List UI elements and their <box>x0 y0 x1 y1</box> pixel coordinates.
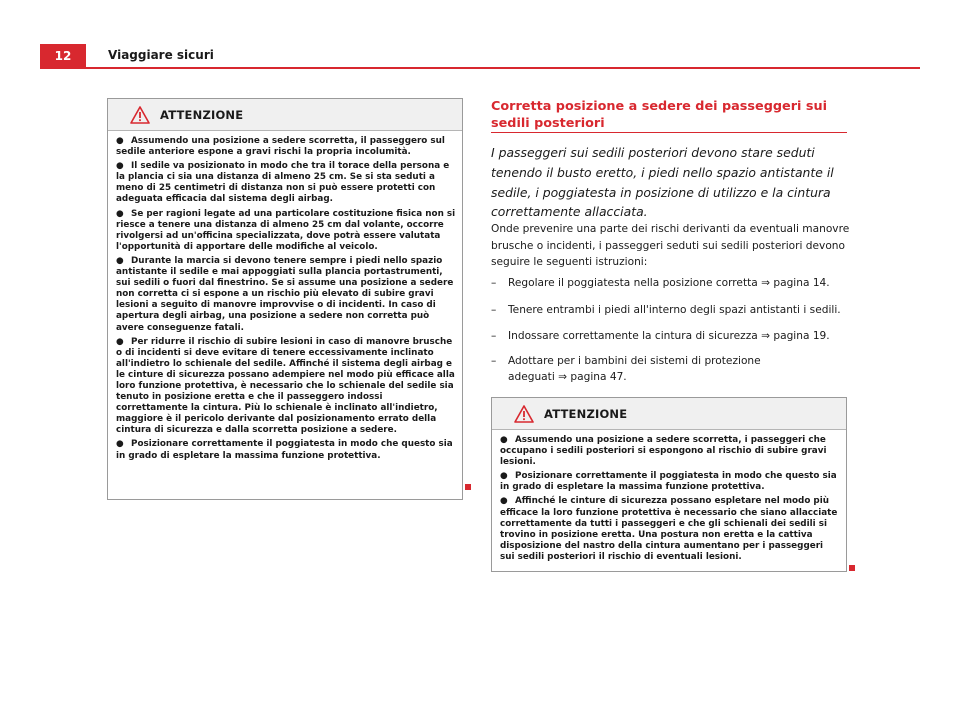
bullet-icon: ● <box>116 208 124 219</box>
header-title: Viaggiare sicuri <box>108 48 214 62</box>
bullet-icon: ● <box>116 161 124 172</box>
instruction-text: Adottare per i bambini dei sistemi di protezione adeguati ⇒ pagina 47. <box>508 355 761 383</box>
warning-item: ● Assumendo una posizione a sedere scorretta, il passeggero sul sedile anteriore espone a gravi rischi la propria incolumità. <box>116 136 445 158</box>
warning-item: ● Affinché le cinture di sicurezza possano espletare nel modo più efficace la loro funzione protettiva è necessario che siano allacciate correttamente da tutti i passeggeri e che gli schienali dei sedili si trovino in posizione eretta. Una postura non eretta e la cattiva disposizione del nastro della cintura aumentano per i passeggeri sui sedili posteriori il rischio di eventuali lesioni. <box>500 496 838 562</box>
dash-icon: – <box>491 304 497 316</box>
instruction-text: Regolare il poggiatesta nella posizione corretta ⇒ pagina 14. <box>508 277 830 289</box>
warning-header <box>492 398 846 430</box>
warning-body <box>108 131 462 469</box>
section-intro: I passeggeri sui sedili posteriori devono stare seduti tenendo il busto eretto, i piedi nello spazio antistante il sedile, i poggiatesta in posizione di utilizzo e la cintura correttamente allacciata. <box>491 145 834 220</box>
warning-title: ATTENZIONE <box>160 107 244 122</box>
page-number: 12 <box>40 44 86 68</box>
warning-item: ● Posizionare correttamente il poggiatesta in modo che questo sia in grado di espletare la massima funzione protettiva. <box>500 471 837 493</box>
warning-triangle-icon <box>514 405 534 423</box>
header-rule <box>40 67 920 69</box>
instruction-text: Indossare correttamente la cintura di sicurezza ⇒ pagina 19. <box>508 330 830 342</box>
bullet-icon: ● <box>500 496 508 507</box>
bullet-icon: ● <box>116 439 124 450</box>
warning-box-front <box>107 98 463 500</box>
dash-icon: – <box>491 277 497 289</box>
section-body: Onde prevenire una parte dei rischi derivanti da eventuali manovre brusche o incidenti, i passeggeri seduti sui sedili posteriori devono seguire le seguenti istruzioni: <box>491 223 850 268</box>
bullet-icon: ● <box>116 255 124 266</box>
warning-item: ● Posizionare correttamente il poggiatesta in modo che questo sia in grado di espletare la massima funzione protettiva. <box>116 439 453 461</box>
warning-title: ATTENZIONE <box>544 406 628 421</box>
warning-item: ● Il sedile va posizionato in modo che tra il torace della persona e la plancia ci sia una distanza di almeno 25 cm. Se si sta seduti a meno di 25 centimetri di distanza non si può essere protetti con adeguata efficacia dal sistema degli airbag. <box>116 161 450 205</box>
section-title: Corretta posizione a sedere dei passeggeri sui sedili posteriori <box>491 99 827 131</box>
warning-item: ● Assumendo una posizione a sedere scorretta, i passeggeri che occupano i sedili posteriori si espongono al rischio di subire gravi lesioni. <box>500 435 827 468</box>
bullet-icon: ● <box>116 336 124 347</box>
warning-item: ● Per ridurre il rischio di subire lesioni in caso di manovre brusche o di incidenti si deve evitare di tenere eccessivamente inclinato all'indietro lo schienale del sedile. Affinché il sistema degli airbag e le cinture di sicurezza possano adempiere nel modo più efficace alla loro funzione protettiva, è necessario che lo schienale del sedile sia tenuto in posizione eretta e che il passeggero indossi correttamente la cintura. Più lo schienale è inclinato all'indietro, maggiore è il pericolo derivante dal posizionamento errato della cintura di sicurezza e dalla scorretta posizione a sedere. <box>116 336 455 436</box>
instruction-text: Tenere entrambi i piedi all'interno degli spazi antistanti i sedili. <box>508 304 841 316</box>
warning-item: ● Se per ragioni legate ad una particolare costituzione fisica non si riesce a tenere una distanza di almeno 25 cm dal volante, occorre rivolgersi ad un'officina specializzata, dove potrà essere valutata l'opportunità di apportare delle modifiche al veicolo. <box>116 208 456 252</box>
dash-icon: – <box>491 330 497 342</box>
bullet-icon: ● <box>500 471 508 482</box>
warning-body <box>492 430 846 570</box>
end-marker-icon <box>849 565 855 571</box>
warning-triangle-icon <box>130 106 150 124</box>
warning-header <box>108 99 462 131</box>
section-rule <box>491 132 847 133</box>
end-marker-icon <box>465 484 471 490</box>
bullet-icon: ● <box>500 435 508 445</box>
bullet-icon: ● <box>116 136 124 146</box>
dash-icon: – <box>491 355 497 367</box>
warning-box-rear <box>491 397 847 572</box>
warning-item: ● Durante la marcia si devono tenere sempre i piedi nello spazio antistante il sedile e mai appoggiati sulla plancia portastrumenti, sui sedili o fuori dal finestrino. Se si assume una posizione a sedere non corretta ci si espone a un rischio più elevato di subire gravi lesioni a seguito di manovre improvvise o di incidenti. In caso di apertura degli airbag, una posizione a sedere non corretta può avere conseguenze fatali. <box>116 255 454 333</box>
